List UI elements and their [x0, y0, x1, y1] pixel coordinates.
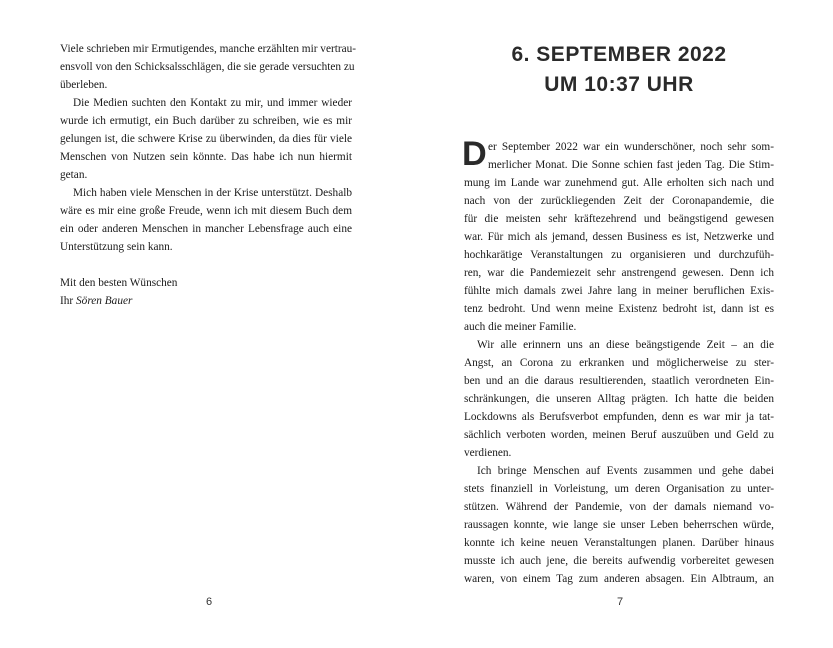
text-line: ben und an die daraus resultierenden, staatlich verordneten Ein-: [464, 375, 774, 387]
text-line: er September 2022 war ein wunderschöner, noch sehr som-: [488, 141, 774, 153]
text-line: Mich haben viele Menschen in der Krise unterstützt. Deshalb: [73, 187, 352, 199]
text-line: Die Medien suchten den Kontakt zu mir, und immer wieder: [73, 97, 352, 109]
text-line: sächlich verboten worden, meinen Beruf auszuüben und Geld zu: [464, 429, 774, 441]
text-line: nach von der zurückliegenden Zeit der Coronapandemie, die: [464, 195, 774, 207]
text-line: getan.: [60, 169, 88, 181]
text-line: Unterstützung sein kann.: [60, 241, 173, 253]
text-line: ren, war die Pandemiezeit sehr anstrengend gewesen. Denn ich: [464, 267, 774, 279]
chapter-title-line-2: UM 10:37 UHR: [544, 73, 694, 96]
text-line: Ich bringe Menschen auf Events zusammen und gehe dabei: [477, 465, 774, 477]
text-line: raussagen konnte, wie lange sie unser Leben beherrschen würde,: [464, 519, 774, 531]
signature-name: Sören Bauer: [76, 295, 133, 307]
text-line: mung im Lande war zunehmend gut. Alle erholten sich nach und: [464, 177, 774, 189]
text-line: Angst, an Corona zu erkranken und möglicherweise zu ster-: [464, 357, 774, 369]
text-line: wäre es mir eine große Freude, wenn ich mit diesem Buch dem: [60, 205, 352, 217]
closing-line: Mit den besten Wünschen: [60, 277, 178, 289]
text-line: gelungen ist, die schwere Krise zu überwinden, da dies für viele: [60, 133, 352, 145]
text-line: Wir alle erinnern uns an diese beängstigende Zeit – an die: [477, 339, 774, 351]
text-line: stets finanziell in Vorleistung, um deren Organisation zu unter-: [464, 483, 774, 495]
chapter-title-line-1: 6. SEPTEMBER 2022: [511, 43, 727, 66]
text-line: war. Für mich als jemand, dessen Business es ist, Netzwerke und: [464, 231, 774, 243]
text-line: überleben.: [60, 79, 108, 91]
text-line: für die meisten sehr kräftezehrend und beängstigend gewesen: [464, 213, 774, 225]
text-line: tenz bedroht. Und wenn meine Existenz bedroht ist, dann ist es: [464, 303, 774, 315]
drop-cap: D: [462, 135, 487, 173]
text-line: konnte ich keine neuen Veranstaltungen planen. Darüber hinaus: [464, 537, 774, 549]
text-line: merlicher Monat. Die Sonne schien fast jeden Tag. Die Stim-: [488, 159, 774, 171]
text-line: waren, von einem Tag zum anderen absagen. Ein Albtraum, an: [464, 573, 774, 585]
left-page: [0, 0, 416, 648]
text-line: Viele schrieben mir Ermutigendes, manche erzählten mir vertrau-: [60, 43, 357, 55]
text-line: Lockdowns als Berufsverbot empfunden, denn es war mir ja tat-: [464, 411, 774, 423]
page-number: 7: [617, 596, 624, 608]
text-line: wurde ich ermutigt, ein Buch darüber zu schreiben, wie es mir: [60, 115, 352, 127]
text-line: verdienen.: [464, 447, 512, 459]
page-number: 6: [206, 596, 213, 608]
signature-prefix: Ihr: [60, 295, 74, 307]
signature-line: [60, 292, 352, 310]
text-line: schränkungen, die unseren Alltag prägten. Ich hatte die beiden: [464, 393, 774, 405]
text-line: ensvoll von den Schicksalsschlägen, die sie gerade versuchten zu: [60, 61, 355, 73]
text-line: auch die meiner Familie.: [464, 321, 577, 333]
chapter-title: [464, 40, 774, 100]
text-line: hochkarätige Veranstaltungen zu organisieren und durchzufüh-: [464, 249, 774, 261]
right-page: [417, 0, 833, 648]
text-line: ein oder anderen Menschen in mancher Lebensfrage auch eine: [60, 223, 352, 235]
text-line: stützen. Während der Pandemie, von der damals niemand vo-: [464, 501, 774, 513]
text-line: fühlte mich damals zwei Jahre lang in meiner beruflichen Exis-: [464, 285, 774, 297]
text-line: musste ich auch jene, die bereits aufwendig vorbereitet gewesen: [464, 555, 774, 567]
text-line: Menschen von Nutzen sein könnte. Das habe ich nun hiermit: [60, 151, 352, 163]
